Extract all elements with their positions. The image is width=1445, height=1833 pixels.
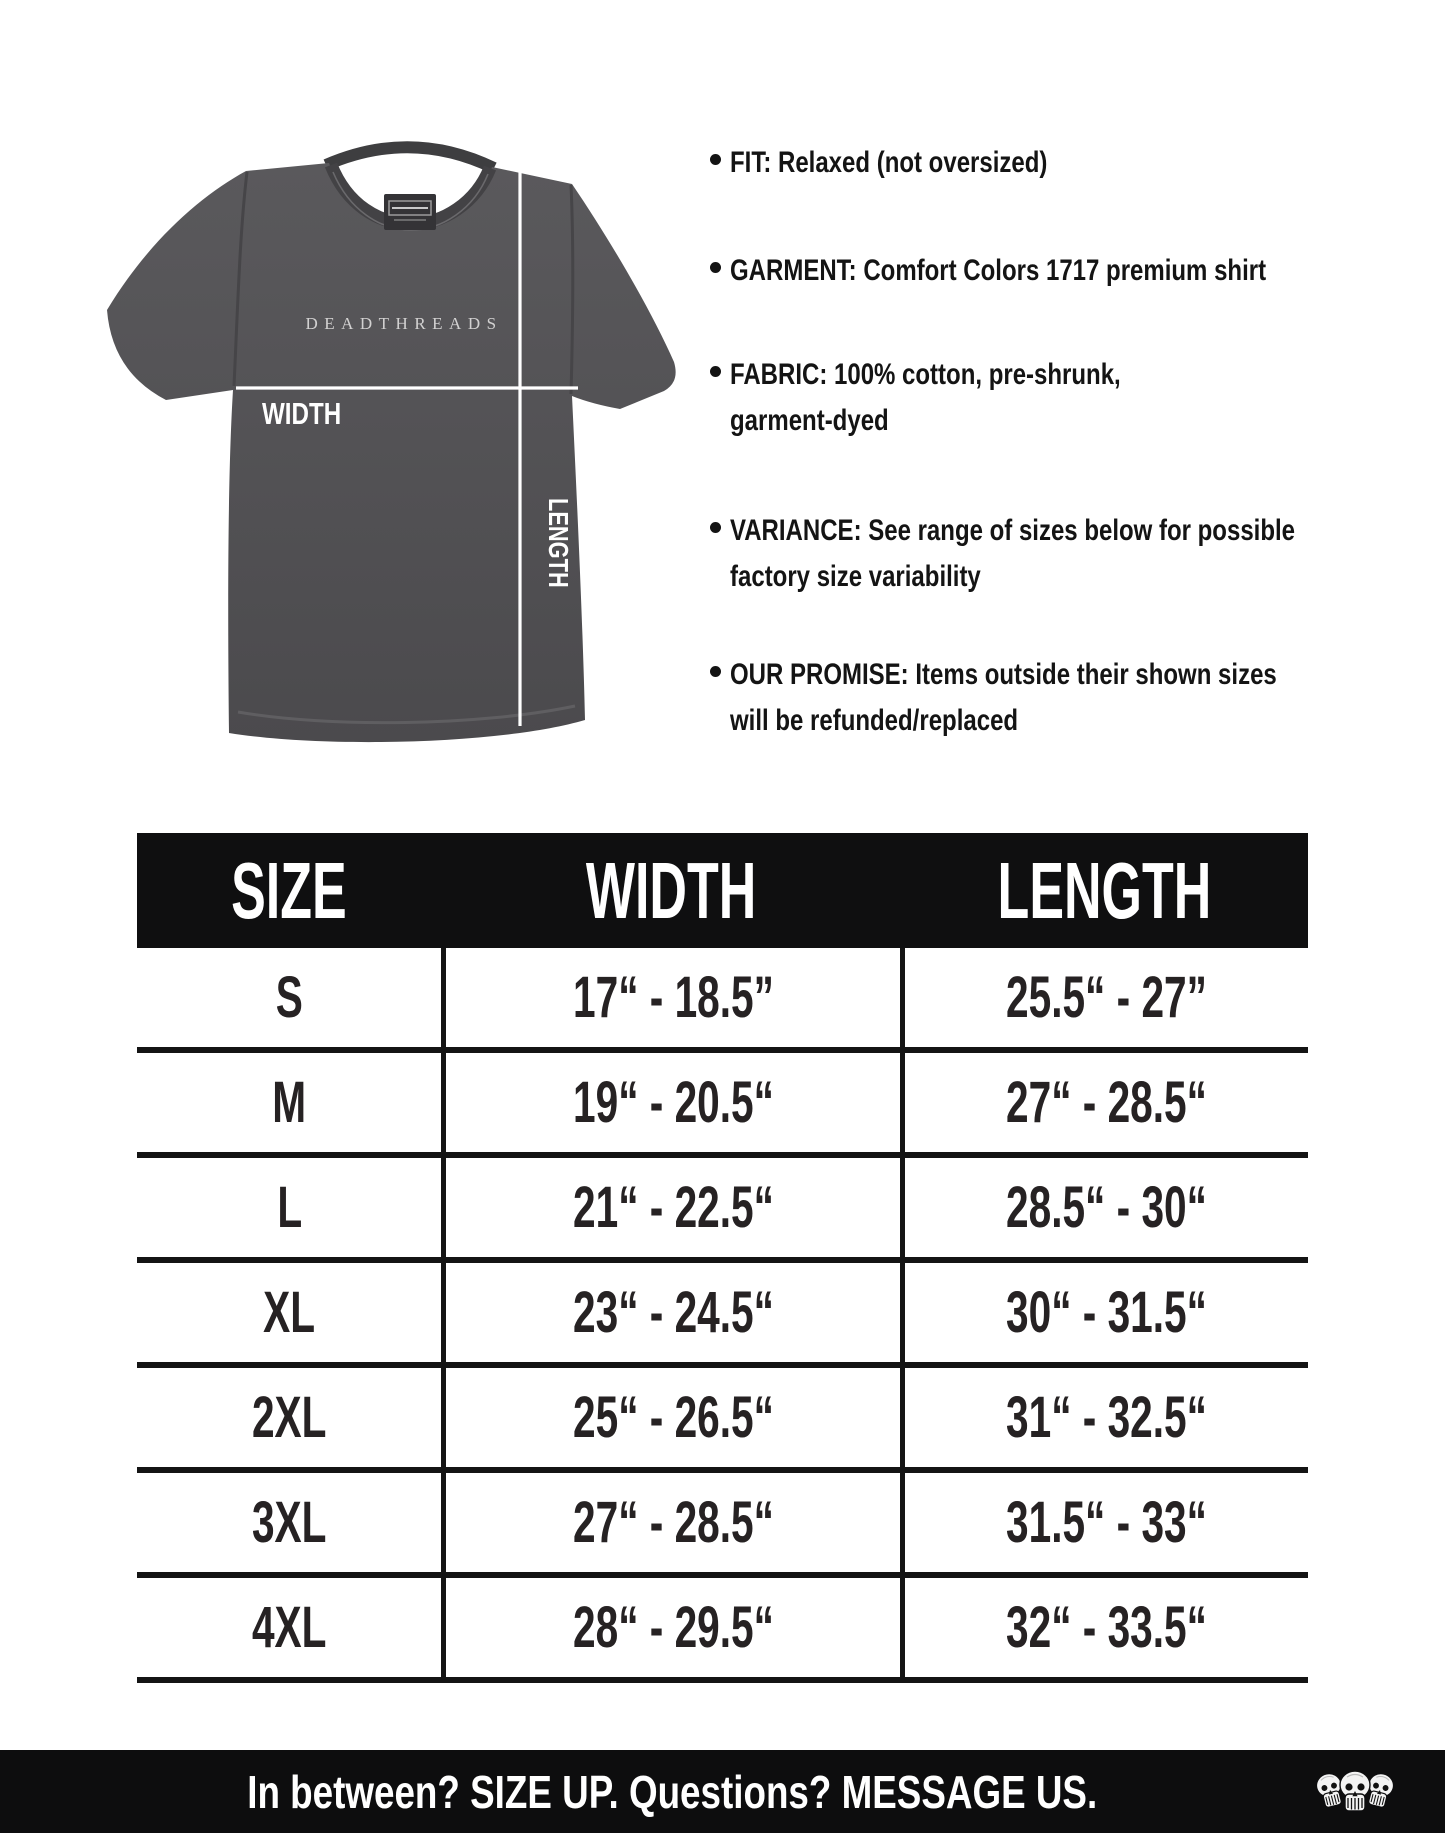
bullet-variance-text-line1: VARIANCE: See range of sizes below for possible: [730, 514, 1296, 547]
bullet-garment: [710, 248, 1400, 294]
cell-length: [900, 948, 1308, 1047]
cell-size: [137, 1053, 441, 1152]
length-value: 28.5“ - 30“: [1006, 1175, 1208, 1240]
size-value: S: [275, 965, 303, 1030]
width-value: 23“ - 24.5“: [573, 1280, 774, 1345]
bullet-dot: [710, 522, 721, 533]
cell-width: [441, 948, 900, 1047]
size-value: 3XL: [251, 1490, 327, 1555]
size-table: [137, 833, 1308, 1683]
cell-size: [137, 1158, 441, 1257]
bullet-promise-text-line1: OUR PROMISE: Items outside their shown sizes: [730, 658, 1277, 691]
size-value: 2XL: [251, 1385, 327, 1450]
header-width-label: WIDTH: [585, 845, 757, 935]
cell-length: [900, 1263, 1308, 1362]
table-row-xl: [137, 1263, 1308, 1368]
table-row-l: [137, 1158, 1308, 1263]
table-row-2xl: [137, 1368, 1308, 1473]
length-label: LENGTH: [542, 498, 574, 588]
brand-print: DEADTHREADS: [305, 314, 503, 333]
width-value: 17“ - 18.5”: [573, 965, 774, 1030]
header-size: [137, 833, 441, 948]
table-row-3xl: [137, 1473, 1308, 1578]
bullet-dot: [710, 366, 721, 377]
cell-size: [137, 1473, 441, 1572]
length-value: 27“ - 28.5“: [1006, 1070, 1208, 1135]
width-value: 19“ - 20.5“: [573, 1070, 774, 1135]
width-value: 21“ - 22.5“: [573, 1175, 774, 1240]
length-value: 30“ - 31.5“: [1006, 1280, 1208, 1345]
width-value: 27“ - 28.5“: [573, 1490, 774, 1555]
cell-width: [441, 1263, 900, 1362]
header-length: [900, 833, 1308, 948]
width-value: 25“ - 26.5“: [573, 1385, 774, 1450]
cell-length: [900, 1368, 1308, 1467]
bullet-fabric-text-line1: FABRIC: 100% cotton, pre-shrunk,: [730, 358, 1121, 391]
table-row-m: [137, 1053, 1308, 1158]
size-value: L: [276, 1175, 302, 1240]
header-width: [441, 833, 900, 948]
bullet-fit: [710, 140, 1127, 186]
size-value: 4XL: [251, 1595, 327, 1660]
footer-bar: [0, 1750, 1445, 1833]
cell-length: [900, 1158, 1308, 1257]
header-length-label: LENGTH: [997, 845, 1212, 935]
bullet-dot: [710, 666, 721, 677]
footer-message: In between? SIZE UP. Questions? MESSAGE US.: [247, 1765, 1098, 1818]
width-label: WIDTH: [262, 396, 342, 431]
cell-width: [441, 1368, 900, 1467]
length-value: 25.5“ - 27”: [1006, 965, 1208, 1030]
cell-width: [441, 1053, 900, 1152]
cell-width: [441, 1473, 900, 1572]
size-value: M: [272, 1070, 307, 1135]
cell-length: [900, 1473, 1308, 1572]
triple-skull-icon: [1305, 1760, 1405, 1824]
table-row-4xl: [137, 1578, 1308, 1683]
bullet-variance: [710, 508, 1436, 600]
size-table-header: [137, 833, 1308, 948]
bullet-garment-text: GARMENT: Comfort Colors 1717 premium shirt: [730, 254, 1267, 287]
cell-size: [137, 1578, 441, 1677]
bullet-variance-text-line2: factory size variability: [730, 560, 981, 593]
bullet-promise-text-line2: will be refunded/replaced: [730, 704, 1019, 737]
size-value: XL: [263, 1280, 316, 1345]
width-value: 28“ - 29.5“: [573, 1595, 774, 1660]
header-size-label: SIZE: [231, 845, 348, 935]
cell-width: [441, 1158, 900, 1257]
cell-width: [441, 1578, 900, 1677]
cell-length: [900, 1053, 1308, 1152]
cell-size: [137, 948, 441, 1047]
cell-length: [900, 1578, 1308, 1677]
product-details-list: [0, 0, 1445, 800]
cell-size: [137, 1263, 441, 1362]
cell-size: [137, 1368, 441, 1467]
length-value: 31“ - 32.5“: [1006, 1385, 1208, 1450]
bullet-promise: [710, 652, 1413, 744]
bullet-dot: [710, 154, 721, 165]
bullet-fit-text: FIT: Relaxed (not oversized): [730, 146, 1048, 179]
bullet-fabric: [710, 352, 1218, 444]
table-row-s: [137, 948, 1308, 1053]
bullet-dot: [710, 262, 721, 273]
length-value: 31.5“ - 33“: [1006, 1490, 1208, 1555]
length-value: 32“ - 33.5“: [1006, 1595, 1208, 1660]
bullet-fabric-text-line2: garment-dyed: [730, 404, 889, 437]
